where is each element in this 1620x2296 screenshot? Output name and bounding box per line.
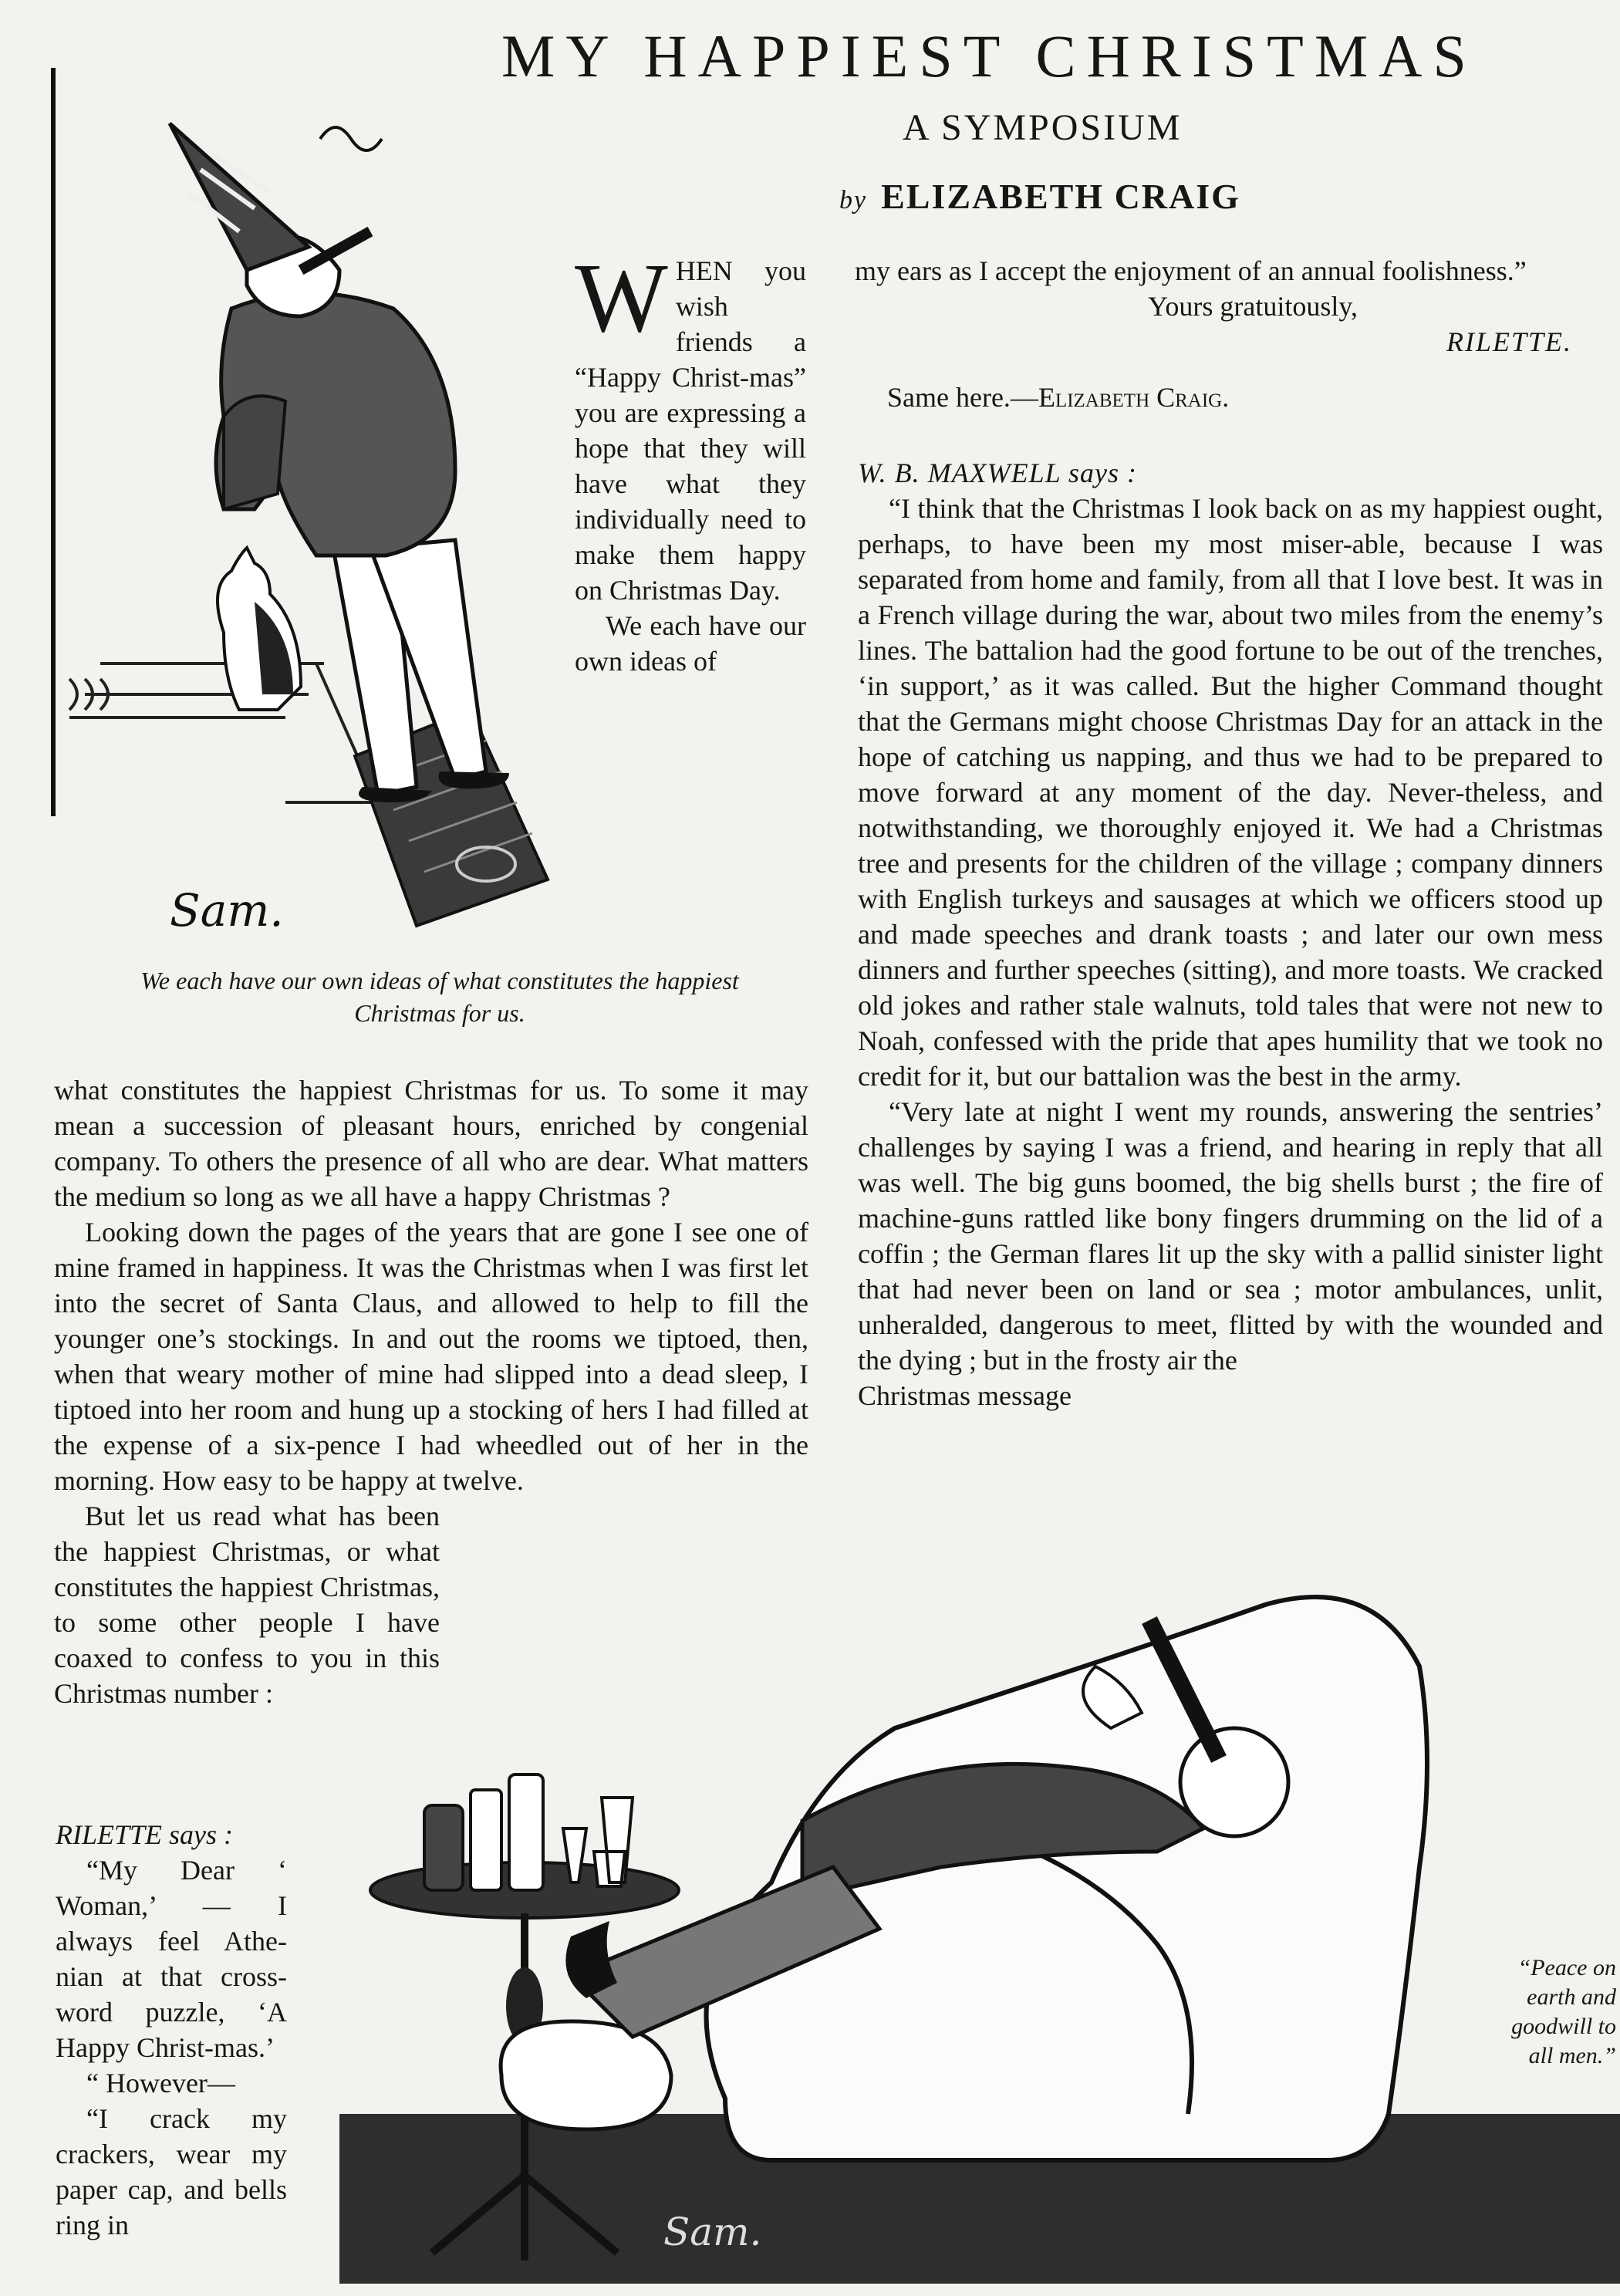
pull-quote: “Peace on earth and goodwill to all men.” (1511, 1955, 1616, 2068)
byline-by: by (839, 186, 868, 214)
intro-paragraph: HEN you wish friends a “Happy Christ-mas” you are expressing a hope that they will have what they individually need to make them happy on Christmas Day. (575, 255, 806, 606)
byline (839, 176, 1240, 217)
paragraph: “My Dear ‘ Woman,’ — I always feel Athe-nian at that cross-word puzzle, ‘A Happy Christ-mas.’ (56, 1855, 287, 2063)
author-name: ELIZABETH CRAIG (881, 177, 1240, 216)
intro-paragraph-2: We each have our own ideas of (575, 610, 806, 677)
drop-cap: W (575, 243, 668, 353)
signoff: Yours gratuitously, (1148, 291, 1358, 322)
paragraph-end: Christmas message (858, 1380, 1072, 1411)
paragraph: “ However— (86, 2068, 235, 2098)
paragraph: “I crack my crackers, wear my paper cap, and bells ring in (56, 2103, 287, 2240)
paragraph: what constitutes the happiest Christmas for us. To some it may mean a succession of pleasant hours, enriched by congenial company. To others the presence of all who are dear. What matters the medium so long as we all have a happy Christmas ? (54, 1075, 808, 1212)
contributor-heading: RILETTE says : (56, 1819, 234, 1850)
page-title: MY HAPPIEST CHRISTMAS (501, 22, 1477, 89)
svg-text:Sam.: Sam. (170, 884, 284, 937)
bottom-illustration (339, 1574, 1620, 2284)
paragraph: “I think that the Christmas I look back on as my happiest ought, perhaps, to have been my most miser-able, because I was separated from home and family, from all that I love best. It was in a French village during the war, about two miles from the enemy’s lines. The battalion had the good fortune to be out of the trenches, ‘in support,’ as it was called. But the higher Command thought that the Germans might choose Christmas Day for an attack in the hope of catching us napping, and thus we had to be prepared to move forward at any moment of the day. Never-theless, and notwithstanding, we thoroughly enjoyed it. We had a Christmas tree and presents for the children of the village ; company dinners with English turkeys and sausages at which we officers stood up and made speeches and drank toasts ; and later our own mess dinners and further speeches (sitting), and more toasts. We cracked old jokes and rather stale walnuts, told tales that were not new to Noah, confessed with the pride that apes humility that we took no credit for it, but our battalion was the best in the army. (858, 493, 1603, 1092)
signature: RILETTE. (1446, 326, 1572, 357)
reply-name: Elizabeth Craig. (1038, 382, 1230, 413)
reply-line (855, 380, 1595, 415)
intro-text (575, 243, 806, 679)
maxwell-section (858, 455, 1603, 1413)
reply-text: Same here.— (887, 382, 1038, 413)
svg-text:Sam.: Sam. (663, 2210, 762, 2254)
contributor-heading: W. B. MAXWELL says : (858, 458, 1137, 488)
paragraph: my ears as I accept the enjoyment of an annual foolishness.” (855, 255, 1527, 286)
paragraph: “Very late at night I went my rounds, answering the sentries’ challenges by saying I was a friend, and hearing in reply that all was well. The big guns boomed, the big shells burst ; the fire of machine-guns rattled like bony fingers drumming on the lid of a coffin ; the German flares lit up the sky with a pallid sinister light that had never been on land or sea ; motor ambulances, unlit, unheralded, dangerous to meet, flitted by with the wounded and the dying ; but in the frosty air the (858, 1096, 1603, 1376)
right-column-top (855, 253, 1595, 415)
page-subtitle: A SYMPOSIUM (903, 107, 1183, 148)
illustration-caption: We each have our own ideas of what constitutes the happiest Christmas for us. (140, 967, 739, 1027)
paragraph: Looking down the pages of the years that are gone I see one of mine framed in happiness. It was the Christmas when I was first let into the secret of Santa Claus, and allowed to help to fill the younger one’s stockings. In and out the rooms we tiptoed, then, when that weary mother of mine had slipped into a dead sleep, I tiptoed into her room and hung up a stocking of hers I had filled at the expense of a six-pence I had wheedled out of her in the morning. How easy to be happy at twelve. (54, 1217, 808, 1496)
top-illustration (54, 108, 563, 957)
rilette-section (56, 1817, 287, 2243)
paragraph: But let us read what has been the happiest Christmas, or what constitutes the happiest Christmas, to some other people I have coaxed to confess to you in this Christmas number : (54, 1501, 440, 1709)
